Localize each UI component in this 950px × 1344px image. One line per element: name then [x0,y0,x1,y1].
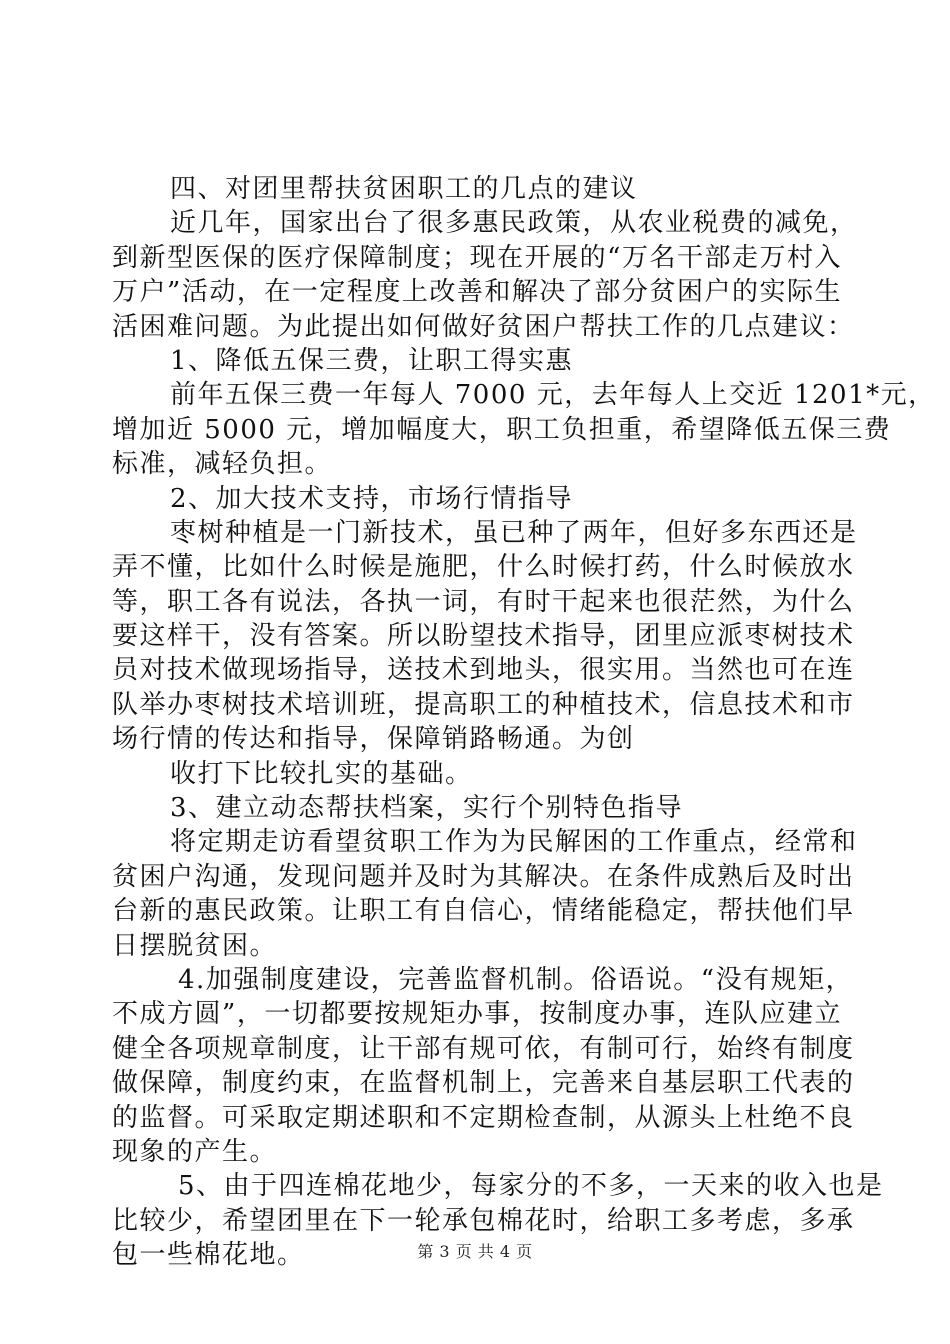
text-line: 将定期走访看望贫职工作为为民解困的工作重点，经常和 [170,827,858,858]
text-line: 增加近 5000 元，增加幅度大，职工负担重，希望降低五保三费 [112,414,892,445]
text-line: 贫困户沟通，发现问题并及时为其解决。在条件成熟后及时出 [112,861,855,892]
text-line: 日摆脱贫困。 [112,930,278,961]
text-line: 台新的惠民政策。让职工有自信心，情绪能稳定，帮扶他们早 [112,896,855,927]
text-line: 标准，减轻负担。 [112,449,333,480]
text-line: 近几年，国家出台了很多惠民政策，从农业税费的减免， [170,208,858,239]
text-line: 等，职工各有说法，各执一词，有时干起来也很茫然，为什么 [112,586,855,617]
text-line: 5、由于四连棉花地少，每家分的不多，一天来的收入也是 [178,1171,884,1202]
text-line: 2、加大技术支持，市场行情指导 [170,483,574,514]
page-footer: 第 3 页 共 4 页 [417,1242,533,1261]
text-line: 做保障，制度约束，在监督机制上，完善来自基层职工代表的 [112,1068,855,1099]
document-body [112,172,936,1273]
text-line: 场行情的传达和指导，保障销路畅通。为创 [112,724,635,755]
text-line: 要这样干，没有答案。所以盼望技术指导，团里应派枣树技术 [112,621,855,652]
text-line: 包一些棉花地。 [112,1240,305,1271]
text-line: 健全各项规章制度，让干部有规可依，有制可行，始终有制度 [112,1033,855,1064]
text-line: 的监督。可采取定期述职和不定期检查制，从源头上杜绝不良 [112,1102,855,1133]
text-line: 1、降低五保三费，让职工得实惠 [170,345,574,376]
text-line: 弄不懂，比如什么时候是施肥，什么时候打药，什么时候放水 [112,552,855,583]
text-line: 到新型医保的医疗保障制度；现在开展的“万名干部走万村入 [112,242,842,273]
text-line: 四、对团里帮扶贫困职工的几点的建议 [170,174,638,204]
text-line: 队举办枣树技术培训班，提高职工的种植技术，信息技术和市 [112,689,855,720]
text-line: 4.加强制度建设，完善监督机制。俗语说。“没有规矩， [178,964,854,995]
text-line: 3、建立动态帮扶档案，实行个别特色指导 [170,793,684,824]
text-line: 收打下比较扎实的基础。 [170,758,473,789]
text-line: 万户”活动，在一定程度上改善和解决了部分贫困户的实际生 [112,277,842,308]
text-line: 不成方圆”，一切都要按规矩办事，按制度办事，连队应建立 [112,999,842,1030]
text-line: 比较少，希望团里在下一轮承包棉花时，给职工多考虑，多承 [112,1205,855,1236]
text-line: 活困难问题。为此提出如何做好贫困户帮扶工作的几点建议： [112,311,855,342]
text-line: 前年五保三费一年每人 7000 元，去年每人上交近 1201*元， [170,380,936,411]
text-line: 枣树种植是一门新技术，虽已种了两年，但好多东西还是 [170,517,858,548]
text-line: 现象的产生。 [112,1136,278,1167]
text-line: 员对技术做现场指导，送技术到地头，很实用。当然也可在连 [112,655,855,686]
